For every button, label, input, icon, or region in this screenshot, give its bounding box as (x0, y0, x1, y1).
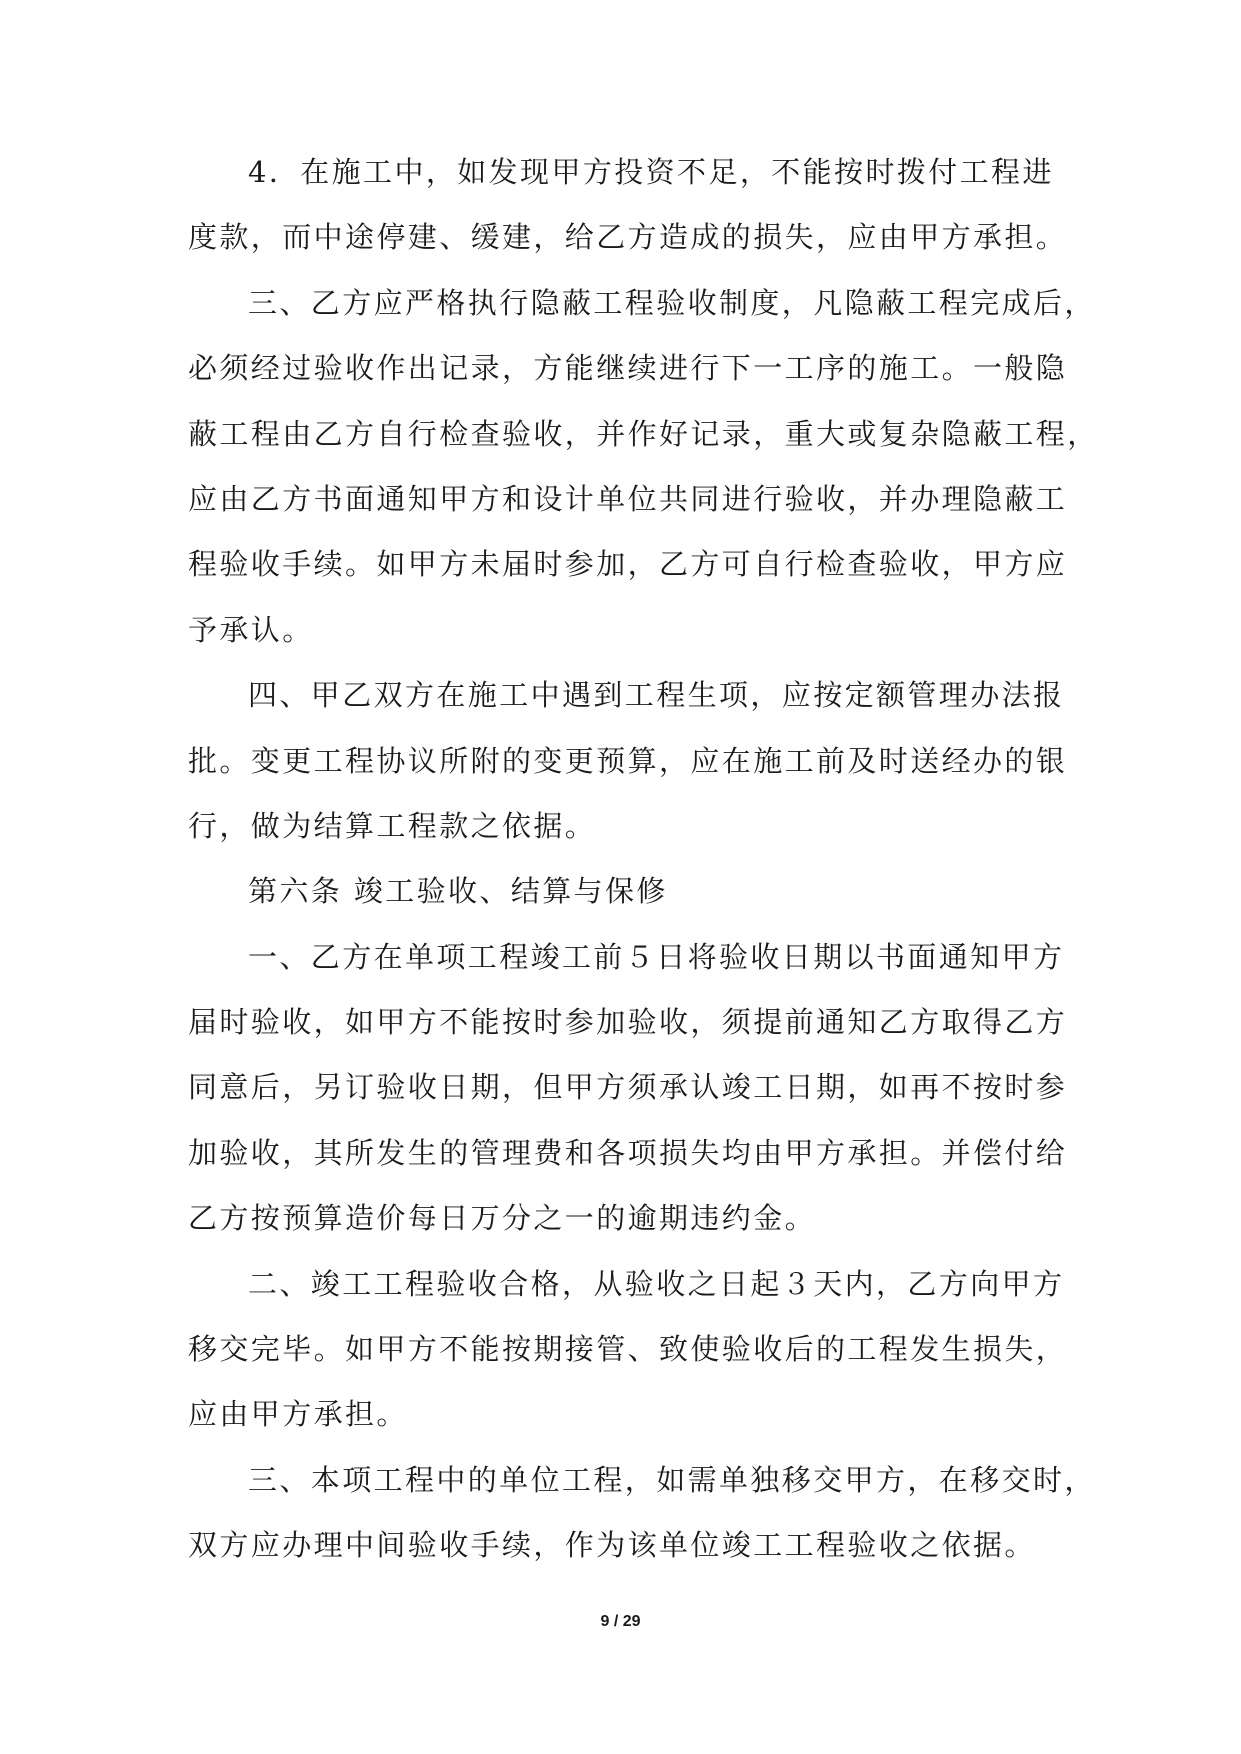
page-number: 9 / 29 (600, 1613, 641, 1630)
document-body (188, 155, 1099, 1597)
text-line: 一、乙方在单项工程竣工前５日将验收日期以书面通知甲方 (248, 939, 1065, 974)
text-line: 乙方按预算造价每日万分之一的逾期违约金。 (188, 1201, 817, 1236)
text-line: 蔽工程由乙方自行检查验收，并作好记录，重大或复杂隐蔽工程， (188, 416, 1099, 451)
text-line: 双方应办理中间验收手续，作为该单位竣工工程验收之依据。 (188, 1528, 1036, 1563)
text-line: 予承认。 (188, 612, 314, 647)
text-line: 加验收，其所发生的管理费和各项损失均由甲方承担。并偿付给 (188, 1135, 1068, 1170)
text-line: 必须经过验收作出记录，方能继续进行下一工序的施工。一般隐 (188, 351, 1068, 386)
text-line: 度款，而中途停建、缓建，给乙方造成的损失，应由甲方承担。 (188, 220, 1068, 255)
text-line: 移交完毕。如甲方不能按期接管、致使验收后的工程发生损失， (188, 1332, 1068, 1367)
text-line: 三、乙方应严格执行隐蔽工程验收制度，凡隐蔽工程完成后， (248, 285, 1096, 320)
text-line: 应由乙方书面通知甲方和设计单位共同进行验收，并办理隐蔽工 (188, 481, 1068, 516)
text-line: 届时验收，如甲方不能按时参加验收，须提前通知乙方取得乙方 (188, 1005, 1068, 1040)
text-line: 程验收手续。如甲方未届时参加，乙方可自行检查验收，甲方应 (188, 547, 1068, 582)
text-line: 应由甲方承担。 (188, 1397, 408, 1432)
text-line: 三、本项工程中的单位工程，如需单独移交甲方，在移交时， (248, 1462, 1096, 1497)
text-line: 批。变更工程协议所附的变更预算，应在施工前及时送经办的银 (188, 743, 1068, 778)
text-line: 4．在施工中，如发现甲方投资不足，不能按时拨付工程进 (248, 155, 1054, 189)
text-line: 行，做为结算工程款之依据。 (188, 808, 597, 843)
text-line: 同意后，另订验收日期，但甲方须承认竣工日期，如再不按时参 (188, 1070, 1068, 1105)
text-line: 四、甲乙双方在施工中遇到工程生项，应按定额管理办法报 (248, 678, 1065, 713)
section-heading: 第六条 竣工验收、结算与保修 (248, 874, 668, 909)
text-line: 二、竣工工程验收合格，从验收之日起３天内，乙方向甲方 (248, 1266, 1065, 1301)
